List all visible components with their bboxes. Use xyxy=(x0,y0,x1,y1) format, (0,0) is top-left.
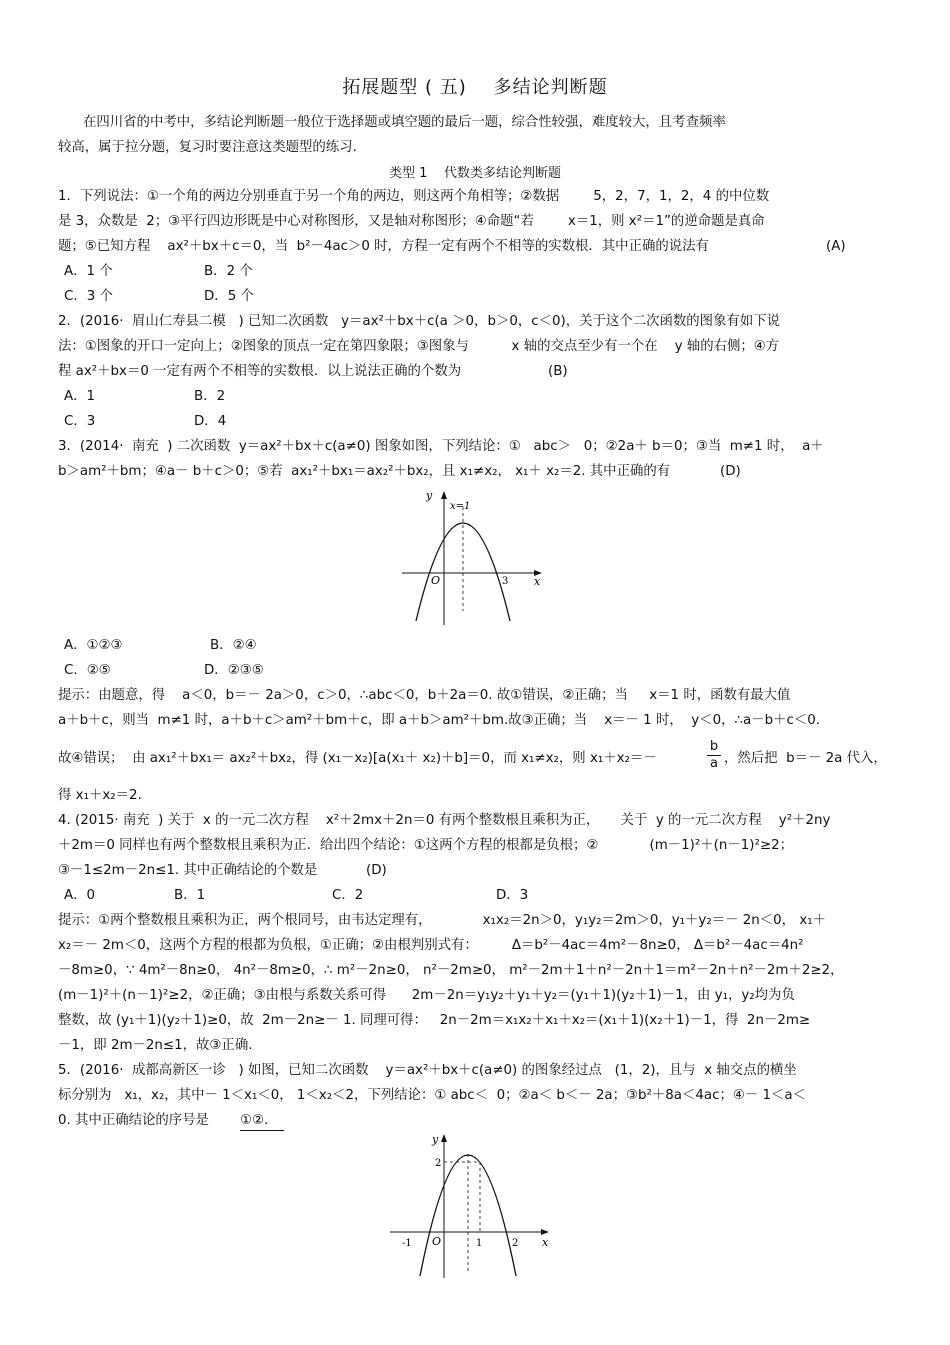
q5-tick-y2: 2 xyxy=(435,1158,442,1169)
q5-tick-m1: -1 xyxy=(402,1238,412,1249)
q5-y-label: y xyxy=(432,1133,439,1146)
q3-line-1: 3．(2014· 南充 ) 二次函数 y＝ax²＋bx＋c(a≠0) 图象如图，下列结论：① abc＞ 0；②2a＋ b＝0；③当 m≠1 时， a＋ xyxy=(58,439,824,454)
q4-line-3: ③－1≤2m－2n≤1. 其中正确结论的个数是 xyxy=(58,863,318,878)
q5-y-arrow-icon xyxy=(441,1134,447,1142)
q2-line-1: 2．(2016· 眉山仁寿县二模 ) 已知二次函数 y＝ax²＋bx＋c(a ＞0，b＞0，c＜0)，关于这个二次函数的图象有如下说 xyxy=(58,314,780,329)
q3-option-b: B．②④ xyxy=(210,638,257,653)
q4-hint-line-4: (m－1)²＋(n－1)²≥2，②正确；③由根与系数关系可得 2m－2n＝y₁y₂＋y₁＋y₂＝(y₁＋1)(y₂＋1)－1，由 y₁，y₂均为负 xyxy=(58,988,795,1003)
q4-hint-line-1: 提示：①两个整数根且乘积为正，两个根同号，由韦达定理有， x₁x₂＝2n＞0，y₁y₂＝2m＞0，y₁＋y₂＝－ 2n＜0， x₁＋ xyxy=(58,913,827,928)
q1-line-1: 1．下列说法：①一个角的两边分别垂直于另一个角的两边，则这两个角相等；②数据 5，2，7，1，2，4 的中位数 xyxy=(58,189,770,204)
q3-hint-line-3: 故④错误； 由 ax₁²＋bx₁＝ ax₂²＋bx₂，得 (x₁－x₂)[a(x₁＋ x₂)＋b]＝0，而 x₁≠x₂，则 x₁＋x₂＝－ xyxy=(58,751,657,766)
q2-answer: (B) xyxy=(548,364,568,379)
q4-option-b: B．1 xyxy=(174,888,206,903)
q5-line-2: 标分别为 x₁，x₂，其中－ 1＜x₁＜0， 1＜x₂＜2，下列结论：① abc＜ 0；②a＜ b＜－ 2a；③b²＋8a＜4ac；④－ 1＜a＜ xyxy=(58,1088,807,1103)
intro-line-1: 在四川省的中考中，多结论判断题一般位于选择题或填空题的最后一题，综合性较强，难度较大，且考查频率 xyxy=(83,115,726,130)
q3-x-label: x xyxy=(534,575,541,588)
q5-line-1: 5．(2016· 成都高新区一诊 ) 如图，已知二次函数 y＝ax²＋bx＋c(a≠0) 的图象经过点 (1，2)，且与 x 轴交点的横坐 xyxy=(58,1063,797,1078)
q1-line-2: 是 3，众数是 2；③平行四边形既是中心对称图形，又是轴对称图形；④命题“若 x＝1，则 x²＝1”的逆命题是真命 xyxy=(58,214,765,229)
q4-option-c: C．2 xyxy=(332,888,364,903)
q3-fraction-denominator: a xyxy=(710,756,718,771)
q3-tick-3: 3 xyxy=(502,576,509,587)
q2-option-a: A．1 xyxy=(64,389,96,404)
q2-line-3: 程 ax²＋bx＝0 一定有两个不相等的实数根．以上说法正确的个数为 xyxy=(58,364,462,379)
intro-line-2: 较高，属于拉分题，复习时要注意这类题型的练习. xyxy=(58,140,357,155)
q3-option-d: D．②③⑤ xyxy=(204,663,264,678)
q3-fraction-numerator: b xyxy=(707,739,721,756)
q4-hint-line-3: －8m≥0，∵ 4m²－8n≥0， 4n²－8m≥0，∴ m²－2n≥0， n²－2m≥0， m²－2m＋1＋n²－2n＋1＝m²－2n＋n²－2m＋2≥2， xyxy=(58,963,844,978)
q1-option-a: A．1 个 xyxy=(64,264,113,279)
q5-tick-x2: 2 xyxy=(512,1238,519,1249)
q5-origin-label: O xyxy=(432,1235,442,1248)
q2-option-d: D．4 xyxy=(194,414,227,429)
q4-hint-line-5: 整数，故 (y₁＋1)(y₂＋1)≥0，故 2m－2n≥－ 1. 同理可得： 2n－2m＝x₁x₂＋x₁＋x₂＝(x₁＋1)(x₂＋1)－1，得 2n－2m≥ xyxy=(58,1013,811,1028)
q3-hint-line-2: a＋b＋c，则当 m≠1 时，a＋b＋c＞am²＋bm＋c，即 a＋b＞am²＋bm.故③正确；当 x＝－ 1 时， y＜0，∴a－b＋c＜0. xyxy=(58,713,821,728)
q3-y-label: y xyxy=(426,489,433,502)
q2-line-2: 法：①图象的开口一定向上；②图象的顶点一定在第四象限；③图象与 x 轴的交点至少有一个在 y 轴的右侧；④方 xyxy=(58,339,780,354)
q1-option-c: C．3 个 xyxy=(64,289,113,304)
q4-line-1: 4. (2015· 南充 ) 关于 x 的一元二次方程 x²＋2mx＋2n＝0 有两个整数根且乘积为正， 关于 y 的一元二次方程 y²＋2ny xyxy=(58,813,831,828)
q4-option-a: A．0 xyxy=(64,888,96,903)
q3-line-2: b＞am²＋bm；④a－ b＋c＞0；⑤若 ax₁²＋bx₁＝ax₂²＋bx₂，且 x₁≠x₂， x₁＋ x₂＝2. 其中正确的有 xyxy=(58,464,671,479)
q5-x-arrow-icon xyxy=(541,1229,549,1235)
q5-answer: ①②. xyxy=(240,1112,284,1131)
q3-hint-line-3b: ，然后把 b＝－ 2a 代入， xyxy=(724,751,887,766)
q5-tick-1: 1 xyxy=(476,1238,483,1249)
q3-hint-line-1: 提示：由题意，得 a＜0，b＝－ 2a＞0，c＞0，∴abc＜0，b＋2a＝0. 故①错误，②正确；当 x＝1 时，函数有最大值 xyxy=(58,688,791,703)
q3-vline-label: x=1 xyxy=(450,501,471,512)
q3-fraction xyxy=(707,739,721,772)
q5-parabola-figure xyxy=(388,1128,556,1280)
q3-origin-label: O xyxy=(431,574,441,587)
q4-hint-line-2: x₂＝－ 2m＜0，这两个方程的根都为负根，①正确；②由根判别式有： Δ＝b²－4ac＝4m²－8n≥0， Δ＝b²－4ac＝4n² xyxy=(58,938,804,953)
q3-hint-line-4: 得 x₁＋x₂＝2. xyxy=(58,788,142,803)
q3-parabola-figure xyxy=(400,485,550,627)
q3-option-a: A．①②③ xyxy=(64,638,123,653)
q2-option-b: B．2 xyxy=(194,389,226,404)
q1-answer: (A) xyxy=(826,239,846,254)
q3-y-arrow-icon xyxy=(441,491,447,499)
q1-line-3: 题；⑤已知方程 ax²＋bx＋c＝0，当 b²－4ac＞0 时，方程一定有两个不相等的实数根．其中正确的说法有 xyxy=(58,239,709,254)
q4-line-2: ＋2m＝0 同样也有两个整数根且乘积为正．给出四个结论：①这两个方程的根都是负根；② (m－1)²＋(n－1)²≥2； xyxy=(58,838,793,853)
q5-x-label: x xyxy=(542,1236,549,1249)
page-title: 拓展题型 ( 五) 多结论判断题 xyxy=(342,77,608,98)
q4-hint-line-6: －1，即 2m－2n≤1，故③正确. xyxy=(58,1038,253,1053)
section-title: 类型 1 代数类多结论判断题 xyxy=(389,166,561,181)
q4-option-d: D．3 xyxy=(496,888,529,903)
q3-answer: (D) xyxy=(720,464,741,479)
q1-option-b: B．2 个 xyxy=(204,264,253,279)
q1-option-d: D．5 个 xyxy=(204,289,254,304)
q3-option-c: C．②⑤ xyxy=(64,663,111,678)
q2-option-c: C．3 xyxy=(64,414,96,429)
q5-line-3: 0. 其中正确结论的序号是 xyxy=(58,1113,209,1128)
q4-answer: (D) xyxy=(366,863,387,878)
